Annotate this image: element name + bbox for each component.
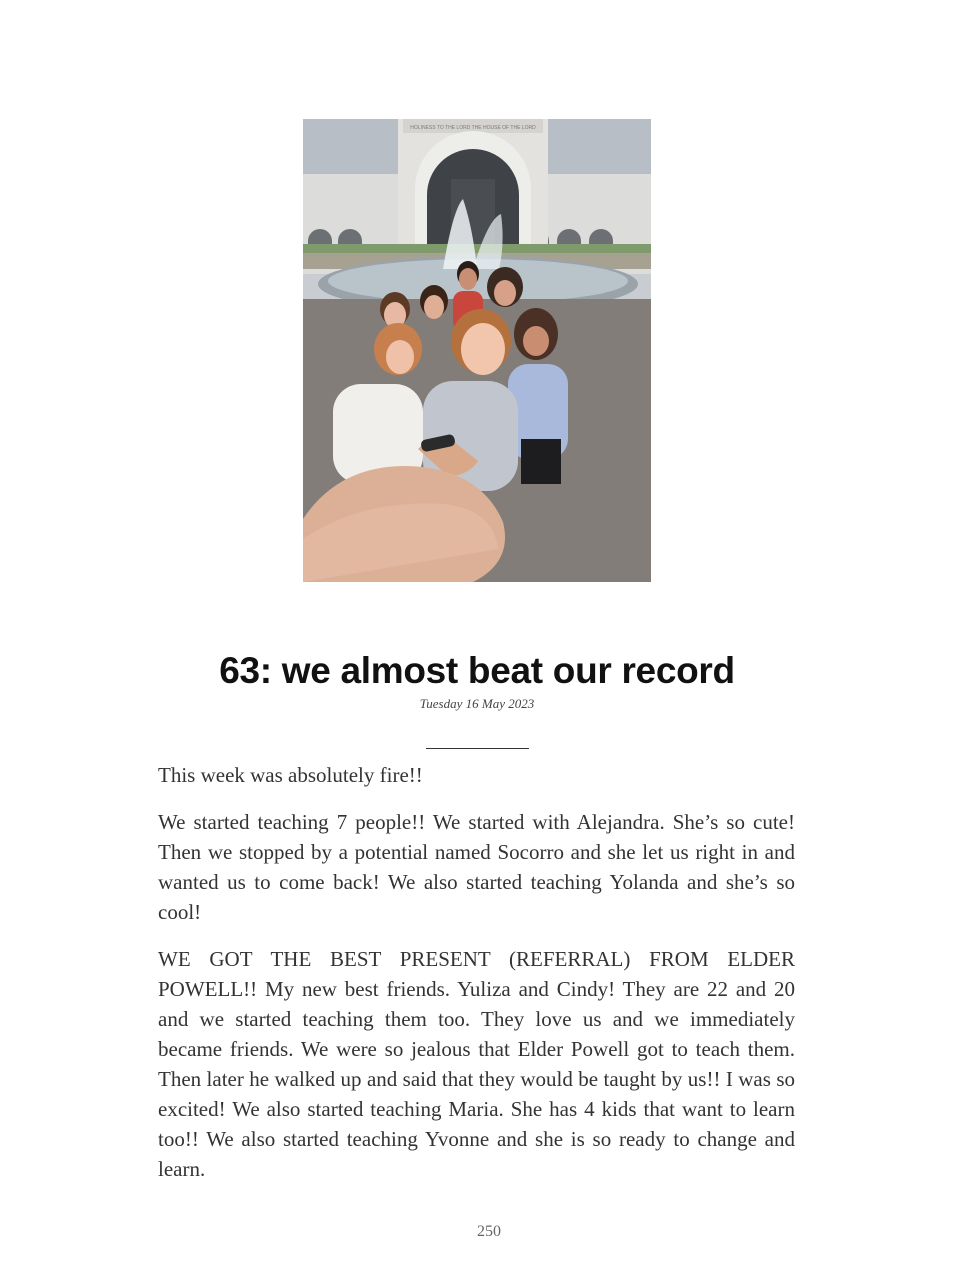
chapter-date: Tuesday 16 May 2023 <box>419 696 535 711</box>
body-paragraph: This week was absolutely fire!! <box>158 763 423 787</box>
temple-inscription: HOLINESS TO THE LORD THE HOUSE OF THE LORD <box>410 125 536 131</box>
chapter-title: 63: we almost beat our record <box>219 650 735 691</box>
page-number: 250 <box>477 1223 501 1240</box>
title-separator <box>426 748 529 749</box>
body-text <box>158 760 795 1201</box>
group-selfie-photo <box>303 119 651 582</box>
body-paragraph: WE GOT THE BEST PRESENT (REFERRAL) FROM ELDER POWELL!! My new best friends. Yuliza and Cindy! They are 22 and 20 and we started teaching them too. They love us and we immediately became friends. We were so jealous that Elder Powell got to teach them. Then later he walked up and said that they would be taught by us!! I was so excited! We also started teaching Maria. She has 4 kids that want to learn too!! We also started teaching Yvonne and she is so ready to change and learn. <box>158 947 795 1181</box>
body-paragraph: We started teaching 7 people!! We started with Alejandra. She’s so cute! Then we stopped by a potential named Socorro and she let us right in and wanted us to come back! We also started teaching Yolanda and she’s so cool! <box>158 810 795 924</box>
